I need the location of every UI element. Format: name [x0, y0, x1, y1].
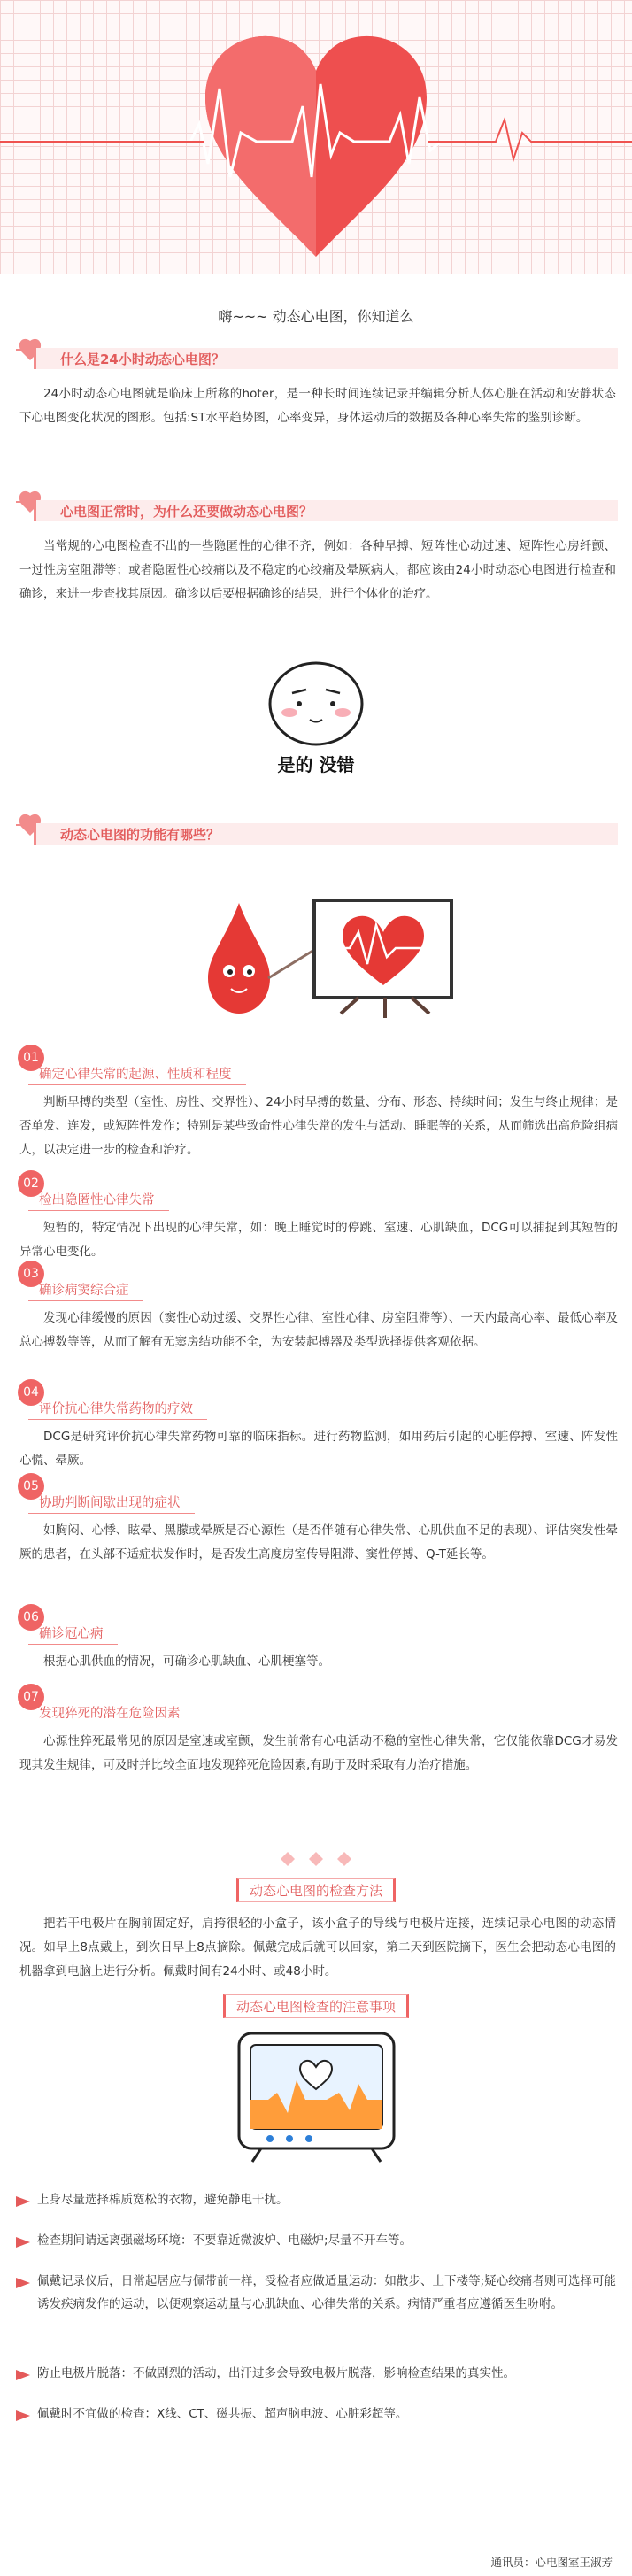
- item-title: 确诊病窦综合症: [28, 1280, 143, 1301]
- diamond-decoration-icon: [279, 1850, 353, 1868]
- item-text: 发现心律缓慢的原因（窦性心动过缓、交界性心律、室性心律、房室阻滞等）、一天内最高心率、最低心率及总心搏数等等，从而了解有无窦房结功能不全，为安装起搏器及类型选择提供客观依据。: [19, 1311, 618, 1349]
- note-item: 佩戴时不宜做的检查：X线、CT、磁共振、超声脑电波、心脏彩超等。: [16, 2402, 616, 2426]
- function-item-01: [18, 1045, 620, 1164]
- section-header-why: [16, 484, 618, 521]
- note-item: 上身尽量选择棉质宽松的衣物，避免静电干扰。: [16, 2188, 616, 2211]
- item-number-badge: 05: [18, 1473, 44, 1500]
- face-emoji-illustration: [266, 659, 366, 748]
- footer-correspondent: 通讯员：心电图室王淑芳: [490, 2556, 613, 2569]
- procedure-text: 把若干电极片在胸前固定好，肩挎很轻的小盒子，该小盒子的导线与电极片连接，连续记录心电图的动态情况。如早上8点戴上，到次日早上8点摘除。佩戴完成后就可以回家，第二天到医院摘下，医生会把动态心电图的机器拿到电脑上进行分析。佩戴时间有24小时、或48小时。: [19, 1917, 616, 1978]
- procedure-title: 动态心电图的检查方法: [0, 1878, 632, 1902]
- item-text: 如胸闷、心悸、眩晕、黑朦或晕厥是否心源性（是否伴随有心律失常、心肌供血不足的表现）、评估突发性晕厥的患者，在头部不适症状发作时，是否发生高度房室传导阻滞、窦性停搏、Q-T延长等。: [19, 1523, 618, 1562]
- item-text: DCG是研究评价抗心律失常药物可靠的临床指标。进行药物监测，如用药后引起的心脏停搏、室速、阵发性心慌、晕厥。: [19, 1430, 618, 1468]
- item-text: 根据心肌供血的情况，可确诊心肌缺血、心肌梗塞等。: [43, 1654, 330, 1669]
- note-item: 佩戴记录仪后，日常起居应与佩带前一样，受检者应做适量运动：如散步、上下楼等;疑心绞痛者则可选择可能诱发疾病发作的运动，以便观察运动量与心肌缺血、心律失常的关系。病情严重者应遵循医生吩咐。: [16, 2270, 616, 2316]
- item-title: 确诊冠心病: [28, 1623, 118, 1645]
- red-flag-icon: [16, 2196, 30, 2207]
- function-item-06: [18, 1604, 620, 1675]
- hero-banner: [0, 0, 632, 274]
- section-text: 当常规的心电图检查不出的一些隐匿性的心律不齐，例如：各种早搏、短阵性心动过速、短阵性心房纤颤、一过性房室阻滞等；或者隐匿性心绞痛以及不稳定的心绞痛及晕厥病人，都应该由24小时动态心电图进行检查和确诊，来进一步查找其原因。确诊以后要根据确诊的结果，进行个体化的治疗。: [19, 539, 616, 601]
- item-title: 检出隐匿性心律失常: [28, 1190, 169, 1211]
- item-number-badge: 04: [18, 1379, 44, 1406]
- function-item-04: [18, 1379, 620, 1468]
- item-number-badge: 06: [18, 1604, 44, 1631]
- function-item-03: [18, 1261, 620, 1360]
- note-item: 防止电极片脱落：不做剧烈的活动，出汗过多会导致电极片脱落，影响检查结果的真实性。: [16, 2362, 616, 2385]
- heart-monitor-illustration: [235, 2029, 398, 2166]
- notes-title: 动态心电图检查的注意事项: [0, 1994, 632, 2018]
- section-header-functions: [16, 807, 618, 845]
- emoji-caption: 是的 没错: [277, 754, 355, 775]
- greeting-line: 嗨~~~ 动态心电图，你知道么: [218, 308, 414, 325]
- item-text: 短暂的，特定情况下出现的心律失常，如：晚上睡觉时的停跳、室速、心肌缺血，DCG可以捕捉到其短暂的异常心电变化。: [19, 1221, 618, 1259]
- item-text: 判断早搏的类型（室性、房性、交界性）、24小时早搏的数量、分布、形态、持续时间；发生与终止规律；是否单发、连发，或短阵性发作；特别是某些致命性心律失常的发生与活动、睡眠等的关系，从而筛选出高危险组病人，以决定进一步的检查和治疗。: [19, 1095, 618, 1157]
- item-text: 心源性猝死最常见的原因是室速或室颤，发生前常有心电活动不稳的室性心律失常，它仅能依靠DCG才易发现其发生规律，可及时并比较全面地发现猝死危险因素,有助于及时采取有力治疗措施。: [19, 1734, 618, 1772]
- red-flag-icon: [16, 2278, 30, 2288]
- section-title: 什么是24小时动态心电图？: [60, 351, 225, 367]
- function-item-05: [18, 1473, 620, 1584]
- item-number-badge: 03: [18, 1261, 44, 1287]
- item-title: 评价抗心律失常药物的疗效: [28, 1399, 207, 1420]
- function-item-07: [18, 1684, 620, 1799]
- item-number-badge: 01: [18, 1045, 44, 1071]
- item-number-badge: 07: [18, 1684, 44, 1710]
- item-title: 确定心律失常的起源、性质和程度: [28, 1064, 246, 1085]
- section-header-what: [16, 332, 618, 369]
- function-item-02: [18, 1170, 620, 1259]
- item-number-badge: 02: [18, 1170, 44, 1197]
- heart-ecg-illustration: [0, 0, 632, 274]
- red-flag-icon: [16, 2237, 30, 2248]
- item-title: 协助判断间歇出现的症状: [28, 1492, 195, 1514]
- item-title: 发现猝死的潜在危险因素: [28, 1703, 195, 1724]
- blood-drop-presenting-illustration: [190, 890, 456, 1022]
- section-text: 24小时动态心电图就是临床上所称的hoter，是一种长时间连续记录并编辑分析人体心脏在活动和安静状态下心电图变化状况的图形。包括:ST水平趋势图，心率变异，身体运动后的数据及各种心率失常的鉴别诊断。: [19, 387, 616, 425]
- note-item: 检查期间请远离强磁场环境：不要靠近微波炉、电磁炉;尽量不开车等。: [16, 2229, 616, 2252]
- section-title: 心电图正常时，为什么还要做动态心电图？: [60, 504, 313, 520]
- red-flag-icon: [16, 2410, 30, 2421]
- red-flag-icon: [16, 2370, 30, 2380]
- section-title: 动态心电图的功能有哪些？: [60, 827, 220, 843]
